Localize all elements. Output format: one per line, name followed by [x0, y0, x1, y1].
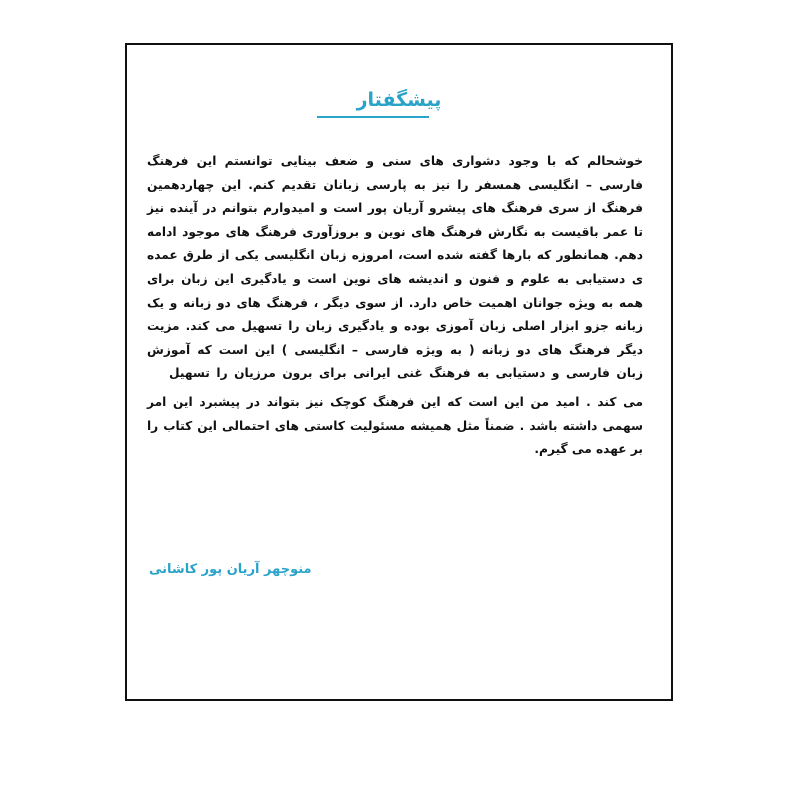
text-line: می کند . امید من این است که این فرهنگ کوچک نیز بتواند در پیشبرد این امر [147, 394, 643, 409]
author-signature [149, 562, 312, 577]
text-line: زبان فارسی و دستیابی به فرهنگ غنی ایرانی برای برون مرزیان را تسهیل [169, 366, 643, 381]
paragraph-1 [147, 150, 643, 386]
text-line: همه به ویژه جوانان اهمیت خاص دارد. از سوی دیگر ، فرهنگ های دو زبانه و یک [147, 295, 643, 310]
text-line: بر عهده می گیرم. [534, 442, 643, 457]
text-line: سهمی داشته باشد . ضمناً مثل همیشه مسئولیت کاستی های احتمالی این کتاب را [147, 418, 643, 433]
text-line: دهم. همانطور که بارها گفته شده است، امروزه زبان انگلیسی یکی از طرق عمده [147, 248, 643, 263]
text-line: دیگر فرهنگ های دو زبانه ( به ویژه فارسی – انگلیسی ) این است که آموزش [147, 342, 643, 357]
text-line: ی دستیابی به علوم و فنون و اندیشه های نوین است و یادگیری این زبان برای [147, 271, 643, 286]
text-line: فارسی – انگلیسی همسفر را نیز به پارسی زبانان تقدیم کنم. این چهاردهمین [147, 177, 643, 192]
author-name: منوچهر آریان پور کاشانی [149, 562, 312, 577]
paragraph-2 [147, 391, 643, 462]
text-line: تا عمر باقیست به نگارش فرهنگ های نوین و بروزآوری فرهنگ های موجود ادامه [147, 224, 643, 239]
title-underline [317, 116, 429, 118]
text-line: فرهنگ از سری فرهنگ های پیشرو آریان پور است و امیدوارم بتوانم در آینده نیز [147, 201, 643, 216]
preface-body [147, 150, 643, 462]
text-line: خوشحالم که با وجود دشواری های سنی و ضعف بینایی توانستم این فرهنگ [147, 154, 643, 168]
page-frame [125, 43, 673, 701]
text-line: زبانه جزو ابزار اصلی زبان آموزی بوده و یادگیری زبان را تسهیل می کند. مزیت [147, 319, 643, 334]
page-title: پیشگفتار [356, 89, 442, 111]
